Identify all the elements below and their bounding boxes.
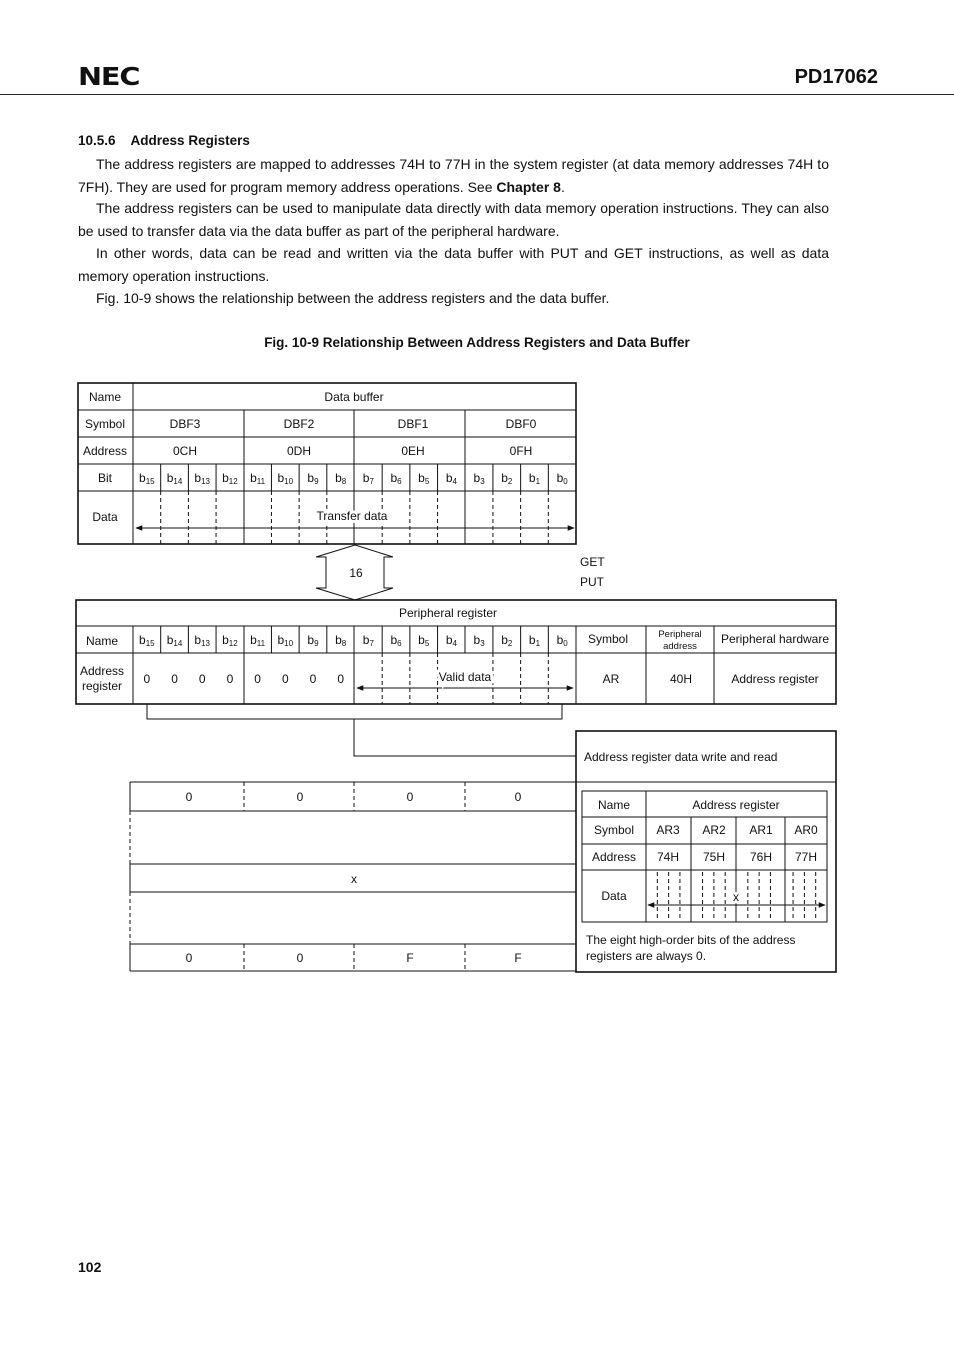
dbuf-bit-4: b4 bbox=[445, 471, 457, 486]
dbuf-symbol-dbf0: DBF0 bbox=[505, 417, 537, 431]
dbuf-data-label: Data bbox=[92, 510, 118, 524]
preg-zero-0: 0 bbox=[143, 672, 151, 686]
dbuf-address-0ch: 0CH bbox=[172, 444, 198, 458]
preg-title: Peripheral register bbox=[398, 606, 498, 620]
ar-name-value: Address register bbox=[692, 798, 780, 812]
page-number: 102 bbox=[78, 1259, 102, 1275]
dbuf-name-label: Name bbox=[88, 390, 122, 404]
range-top-2: 0 bbox=[406, 790, 414, 804]
preg-row-label-1: Address bbox=[79, 664, 125, 678]
put-label: PUT bbox=[580, 575, 604, 589]
preg-phw-value: Address register bbox=[731, 672, 819, 686]
dbuf-address-0eh: 0EH bbox=[401, 444, 425, 458]
range-bottom-2: F bbox=[406, 951, 414, 965]
ar-data-label: Data bbox=[601, 889, 627, 903]
dbuf-bit-15: b15 bbox=[139, 471, 155, 486]
dbuf-address-0fh: 0FH bbox=[509, 444, 533, 458]
bus-width-label: 16 bbox=[349, 566, 363, 580]
dbuf-symbol-dbf1: DBF1 bbox=[397, 417, 429, 431]
preg-bit-9: b9 bbox=[307, 633, 319, 648]
dbuf-bit-3: b3 bbox=[473, 471, 485, 486]
preg-bit-12: b12 bbox=[222, 633, 238, 648]
dbuf-bit-9: b9 bbox=[307, 471, 319, 486]
ar-note-line-2: registers are always 0. bbox=[586, 949, 707, 963]
preg-bit-11: b11 bbox=[250, 633, 266, 648]
preg-bit-5: b5 bbox=[418, 633, 430, 648]
preg-zero-2: 0 bbox=[198, 672, 206, 686]
preg-bit-3: b3 bbox=[473, 633, 485, 648]
range-top-0: 0 bbox=[185, 790, 193, 804]
range-bottom-3: F bbox=[514, 951, 522, 965]
range-bottom-1: 0 bbox=[296, 951, 304, 965]
dbuf-bit-6: b6 bbox=[390, 471, 402, 486]
ar-address-76h: 76H bbox=[749, 850, 773, 864]
dbuf-bit-10: b10 bbox=[277, 471, 294, 486]
preg-bit-8: b8 bbox=[335, 633, 347, 648]
dbuf-symbol-label: Symbol bbox=[84, 417, 126, 431]
preg-zero-7: 0 bbox=[337, 672, 344, 686]
preg-bit-13: b13 bbox=[194, 633, 211, 648]
get-label: GET bbox=[580, 555, 605, 569]
part-number: PD17062 bbox=[794, 66, 878, 88]
dbuf-bit-label: Bit bbox=[97, 471, 113, 485]
preg-symbol-ar: AR bbox=[602, 672, 620, 686]
paragraph-2-text: The address registers can be used to manipulate data directly with data memory operation instructions. They can also be used to transfer data via the data buffer as part of the peripheral hardware. bbox=[78, 200, 829, 239]
ar-data-value: x bbox=[733, 890, 739, 904]
preg-paddr-label-1: Peripheral bbox=[658, 629, 702, 640]
dbuf-bit-14: b14 bbox=[166, 471, 183, 486]
valid-data-text: Valid data bbox=[438, 670, 492, 684]
preg-bit-2: b2 bbox=[501, 633, 513, 648]
transfer-data-text: Transfer data bbox=[316, 509, 388, 523]
preg-zero-4: 0 bbox=[254, 672, 261, 686]
paragraph-3-text: In other words, data can be read and written via the data buffer with PUT and GET instructions, as well as data memory operation instructions. bbox=[78, 245, 829, 284]
dbuf-bit-7: b7 bbox=[362, 471, 374, 486]
dbuf-bit-1: b1 bbox=[528, 471, 541, 486]
preg-zero-5: 0 bbox=[281, 672, 289, 686]
nec-logo: NEC bbox=[78, 62, 140, 91]
dbuf-name-value: Data buffer bbox=[324, 390, 384, 404]
dbuf-bit-12: b12 bbox=[222, 471, 238, 486]
preg-zero-1: 0 bbox=[171, 672, 178, 686]
dbuf-symbol-dbf3: DBF3 bbox=[169, 417, 201, 431]
ar-note-line-1: The eight high-order bits of the address bbox=[586, 933, 796, 947]
section-number: 10.5.6 bbox=[78, 133, 116, 148]
preg-name-label: Name bbox=[85, 634, 119, 648]
dbuf-bit-5: b5 bbox=[418, 471, 430, 486]
ar-symbol-ar1: AR1 bbox=[749, 823, 773, 837]
preg-row-label-2: register bbox=[81, 679, 123, 693]
ar-address-74h: 74H bbox=[656, 850, 680, 864]
ar-symbol-ar3: AR3 bbox=[656, 823, 680, 837]
dbuf-bit-0: b0 bbox=[556, 471, 568, 486]
chapter-link: Chapter 8 bbox=[496, 178, 561, 195]
connector-lines bbox=[147, 704, 576, 756]
preg-phw-label: Peripheral hardware bbox=[720, 632, 830, 646]
ar-address-77h: 77H bbox=[794, 850, 818, 864]
preg-bit-15: b15 bbox=[139, 633, 155, 648]
paragraph-4-text: Fig. 10-9 shows the relationship between the address registers and the data buffer. bbox=[96, 290, 610, 306]
preg-bit-7: b7 bbox=[362, 633, 374, 648]
range-mid: x bbox=[351, 872, 357, 886]
dbuf-bit-13: b13 bbox=[194, 471, 211, 486]
dbuf-symbol-dbf2: DBF2 bbox=[283, 417, 315, 431]
range-bottom-0: 0 bbox=[185, 951, 193, 965]
dbuf-address-label: Address bbox=[82, 444, 128, 458]
preg-zero-3: 0 bbox=[226, 672, 234, 686]
ar-symbol-ar0: AR0 bbox=[794, 823, 818, 837]
preg-paddr-40h: 40H bbox=[669, 672, 693, 686]
ar-symbol-label: Symbol bbox=[593, 823, 635, 837]
preg-bit-6: b6 bbox=[390, 633, 402, 648]
figure-title: Fig. 10-9 Relationship Between Address Registers and Data Buffer bbox=[264, 335, 690, 350]
paragraph-1-text: The address registers are mapped to addresses 74H to 77H in the system register (at data memory addresses 74H to 7FH). They are used for program memory address operations. See bbox=[78, 156, 829, 195]
ar-symbol-ar2: AR2 bbox=[702, 823, 726, 837]
preg-symbol-label: Symbol bbox=[587, 632, 629, 646]
preg-bit-14: b14 bbox=[166, 633, 183, 648]
preg-bit-1: b1 bbox=[528, 633, 541, 648]
dbuf-bit-8: b8 bbox=[335, 471, 347, 486]
dbuf-bit-2: b2 bbox=[501, 471, 513, 486]
paragraph-1-tail: . bbox=[560, 178, 565, 195]
ar-address-75h: 75H bbox=[702, 850, 726, 864]
preg-bit-10: b10 bbox=[277, 633, 294, 648]
preg-bit-0: b0 bbox=[556, 633, 568, 648]
dbuf-address-0dh: 0DH bbox=[286, 444, 312, 458]
preg-paddr-label-2: address bbox=[663, 641, 697, 652]
ar-caption: Address register data write and read bbox=[584, 750, 778, 764]
ar-name-label: Name bbox=[597, 798, 631, 812]
range-top-3: 0 bbox=[514, 790, 522, 804]
dbuf-bit-11: b11 bbox=[250, 471, 266, 486]
section-title: Address Registers bbox=[130, 133, 250, 148]
ar-address-label: Address bbox=[591, 850, 637, 864]
preg-bit-4: b4 bbox=[445, 633, 457, 648]
range-top-1: 0 bbox=[296, 790, 304, 804]
preg-zero-6: 0 bbox=[309, 672, 317, 686]
